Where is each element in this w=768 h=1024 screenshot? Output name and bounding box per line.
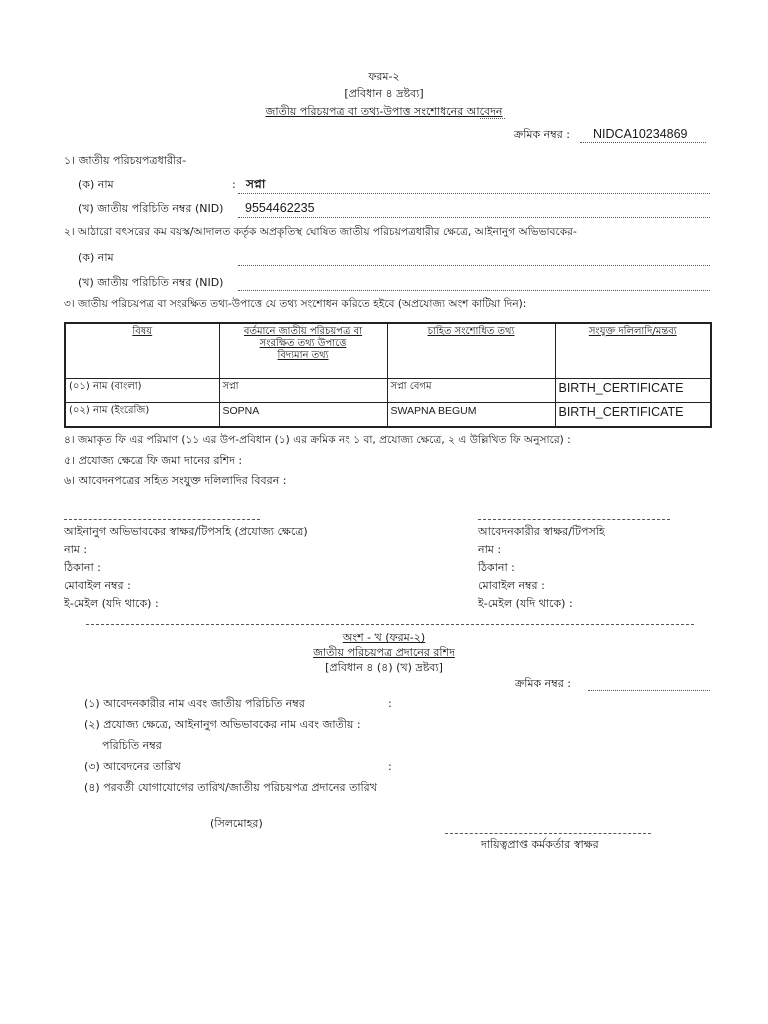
applicant-sign-name: নাম : [478,543,502,556]
receipt-item-4: (৪) পরবর্তী যোগাযোগের তারিখ/জাতীয় পরিচয়পত্র প্রদানের তারিখ [84,781,377,794]
guardian-nid-label: (খ) জাতীয় পরিচিতি নম্বর (NID) [78,276,224,289]
holder-name-label: (ক) নাম [78,178,114,191]
section1-heading: ১। জাতীয় পরিচয়পত্রধারীর- [64,154,187,167]
section5-text: ৫। প্রযোজ্য ক্ষেত্রে ফি জমা দানের রশিদ : [64,454,243,467]
guardian-sign-address: ঠিকানা : [64,561,101,574]
serial-line [580,142,706,143]
title-underline [480,118,505,119]
tear-off-line [86,624,694,625]
serial-label: ক্রমিক নম্বর : [514,128,570,141]
guardian-sign-mobile: মোবাইল নম্বর : [64,579,131,592]
holder-name-line [238,193,710,194]
holder-name-value: সপ্না [246,177,266,191]
receipt-item-2-cont: পরিচিতি নম্বর [102,739,162,752]
row1-requested: সপ্না বেগম [387,379,555,403]
applicant-sign-address: ঠিকানা : [478,561,515,574]
seal-label: (সিলমোহর) [210,817,263,830]
holder-name-colon: : [232,178,236,191]
form-title: জাতীয় পরিচয়পত্র বা তথ্য-উপাত্ত সংশোধনের আবেদন [265,105,503,118]
receipt-item-3: (৩) আবেদনের তারিখ [84,760,181,773]
header-subject [65,323,219,379]
applicant-sign-title: আবেদনকারীর স্বাক্ষর/টিপসহি [478,525,605,538]
applicant-signature-line [478,519,670,520]
row1-document: BIRTH_CERTIFICATE [555,379,711,403]
row2-document: BIRTH_CERTIFICATE [555,403,711,428]
header-requested-info [387,323,555,379]
receipt-title: জাতীয় পরিচয়পত্র প্রদানের রশিদ [313,646,455,659]
header-existing-line1: বর্তমানে জাতীয় পরিচয়পত্র বা [243,326,363,337]
guardian-nid-line [238,290,710,291]
table-row [65,403,711,428]
receipt-serial-label: ক্রমিক নম্বর : [515,677,571,690]
guardian-sign-title: আইনানুগ অভিভাবকের স্বাক্ষর/টিপসহি (প্রযোজ্য ক্ষেত্রে) [64,525,308,538]
header-documents [555,323,711,379]
holder-nid-line [238,217,710,218]
applicant-sign-email: ই-মেইল (যদি থাকে) : [478,597,573,610]
receipt-serial-line [588,690,710,691]
row2-subject: (০২) নাম (ইংরেজি) [65,403,219,428]
guardian-name-label: (ক) নাম [78,251,114,264]
receipt-item-1: (১) আবেদনকারীর নাম এবং জাতীয় পরিচিতি নম্বর [84,697,305,710]
form-label: ফরম-২ [368,70,400,83]
guardian-sign-name: নাম : [64,543,88,556]
rule-reference: [প্রবিধান ৪ দ্রষ্টব্য] [344,87,424,100]
guardian-name-line [238,265,710,266]
header-existing-line3: বিদ্যমান তথ্য [277,350,329,361]
section6-text: ৬। আবেদনপত্রের সহিত সংযুক্ত দলিলাদির বিবরন : [64,474,287,487]
holder-nid-value: 9554462235 [245,201,315,215]
header-requested-text: চাহিত সংশোধিত তথ্য [427,326,515,337]
officer-signature-label: দায়িত্বপ্রাপ্ত কর্মকর্তার স্বাক্ষর [481,838,599,851]
table-header-row [65,323,711,379]
receipt-item-1-colon: : [388,697,392,710]
row1-existing: সপ্না [219,379,387,403]
row2-requested: SWAPNA BEGUM [387,403,555,428]
row1-subject: (০১) নাম (বাংলা) [65,379,219,403]
applicant-sign-mobile: মোবাইল নম্বর : [478,579,545,592]
receipt-item-3-colon: : [388,760,392,773]
guardian-signature-line [64,519,260,520]
row2-existing: SOPNA [219,403,387,428]
correction-table [64,322,712,428]
table-row [65,379,711,403]
serial-value: NIDCA10234869 [593,127,688,141]
header-documents-text: সংযুক্ত দলিলাদি/মন্তব্য [588,326,677,337]
header-existing-line2: সংরক্ষিত তথ্য উপাত্তে [259,338,347,349]
section4-text: ৪। জমাকৃত ফি এর পরিমাণ (১১ এর উপ-প্রবিধান (১) এর ক্রমিক নং ১ বা, প্রযোজ্য ক্ষেত্রে, ২ এ উল্লিখিত ফি অনুসারে) : [64,434,571,446]
guardian-sign-email: ই-মেইল (যদি থাকে) : [64,597,159,610]
receipt-rule-reference: [প্রবিধান ৪ (৪) (খ) দ্রষ্টব্য] [325,661,443,674]
receipt-item-2: (২) প্রযোজ্য ক্ষেত্রে, আইনানুগ অভিভাবকের নাম এবং জাতীয় : [84,718,361,731]
header-existing-info [219,323,387,379]
section2-heading: ২। আঠারো বৎসরের কম বয়স্ক/আদালত কর্তৃক অপ্রকৃতিস্থ ঘোষিত জাতীয় পরিচয়পত্রধারীর ক্ষেত্রে, আইনানুগ অভিভাবকের- [64,226,577,238]
holder-nid-label: (খ) জাতীয় পরিচিতি নম্বর (NID) [78,202,224,215]
section3-heading: ৩। জাতীয় পরিচয়পত্র বা সংরক্ষিত তথ্য-উপাত্তে যে তথ্য সংশোধন করিতে হইবে (অপ্রযোজ্য অংশ কাটিয়া দিন): [64,298,527,310]
header-subject-text: বিষয় [132,326,153,337]
receipt-part-label: অংশ - খ (ফরম-২) [342,631,426,644]
officer-signature-line [445,833,651,834]
